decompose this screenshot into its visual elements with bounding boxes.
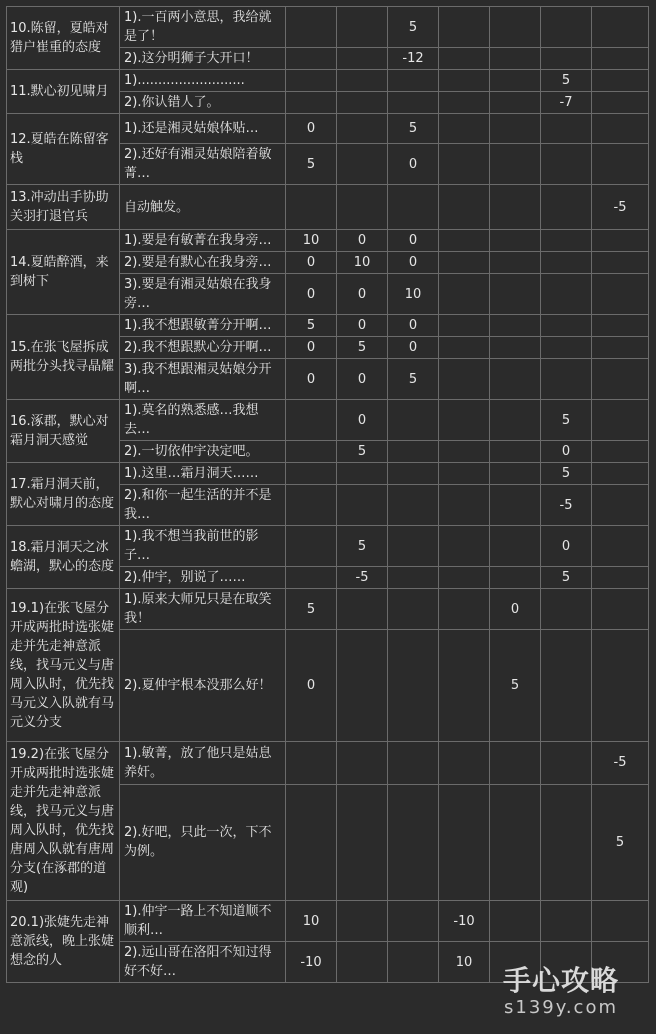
value-cell — [388, 784, 439, 900]
value-cell — [286, 400, 337, 441]
value-cell — [541, 144, 592, 185]
value-cell: 5 — [541, 463, 592, 485]
event-cell: 19.1)在张飞屋分开成两批时选张婕走并先走神意派线，找马元义与唐周入队时，优先找马元义入队就有马元义分支 — [7, 589, 120, 742]
value-cell — [592, 315, 649, 337]
value-cell — [592, 144, 649, 185]
value-cell — [592, 70, 649, 92]
option-cell: 1).原来大师兄只是在取笑我！ — [120, 589, 286, 630]
option-cell: 3).我不想跟湘灵姑娘分开啊… — [120, 359, 286, 400]
value-cell — [388, 901, 439, 942]
value-cell — [337, 784, 388, 900]
value-cell: -12 — [388, 48, 439, 70]
value-cell — [439, 252, 490, 274]
value-cell: 0 — [388, 230, 439, 252]
value-cell — [337, 630, 388, 742]
option-cell: 2).还好有湘灵姑娘陪着敏菁… — [120, 144, 286, 185]
value-cell — [490, 315, 541, 337]
affinity-table — [6, 6, 649, 983]
value-cell — [337, 114, 388, 144]
value-cell — [490, 7, 541, 48]
option-cell: 2).你认错人了。 — [120, 92, 286, 114]
value-cell — [337, 144, 388, 185]
value-cell — [541, 742, 592, 785]
value-cell — [286, 92, 337, 114]
value-cell — [490, 567, 541, 589]
value-cell — [592, 589, 649, 630]
value-cell: 0 — [286, 114, 337, 144]
value-cell — [388, 463, 439, 485]
table-row — [7, 7, 649, 48]
value-cell — [490, 48, 541, 70]
value-cell — [592, 441, 649, 463]
value-cell — [286, 742, 337, 785]
value-cell: 0 — [388, 144, 439, 185]
value-cell: 5 — [286, 589, 337, 630]
option-cell: 1).还是湘灵姑娘体贴… — [120, 114, 286, 144]
value-cell — [337, 942, 388, 983]
value-cell — [337, 92, 388, 114]
value-cell — [439, 114, 490, 144]
value-cell — [337, 7, 388, 48]
value-cell — [541, 337, 592, 359]
option-cell: 2).夏仲宇根本没那么好！ — [120, 630, 286, 742]
value-cell: 10 — [286, 230, 337, 252]
value-cell — [490, 230, 541, 252]
value-cell — [541, 7, 592, 48]
value-cell — [388, 92, 439, 114]
value-cell — [439, 315, 490, 337]
value-cell — [541, 630, 592, 742]
value-cell — [439, 185, 490, 230]
value-cell — [541, 185, 592, 230]
value-cell — [592, 400, 649, 441]
value-cell — [286, 567, 337, 589]
event-cell: 12.夏皓在陈留客栈 — [7, 114, 120, 185]
value-cell — [439, 92, 490, 114]
value-cell — [490, 359, 541, 400]
value-cell — [439, 359, 490, 400]
value-cell — [490, 114, 541, 144]
option-cell: 2).这分明狮子大开口！ — [120, 48, 286, 70]
value-cell — [286, 441, 337, 463]
value-cell — [388, 630, 439, 742]
value-cell — [592, 567, 649, 589]
value-cell — [439, 630, 490, 742]
value-cell — [490, 463, 541, 485]
option-cell: 3).要是有湘灵姑娘在我身旁… — [120, 274, 286, 315]
value-cell: 5 — [337, 441, 388, 463]
value-cell — [337, 742, 388, 785]
table-row — [7, 315, 649, 337]
watermark-title: 手心攻略 — [502, 964, 619, 997]
value-cell: 10 — [388, 274, 439, 315]
value-cell: -10 — [286, 942, 337, 983]
table-row — [7, 230, 649, 252]
value-cell — [490, 526, 541, 567]
value-cell — [439, 337, 490, 359]
value-cell — [388, 567, 439, 589]
value-cell — [439, 144, 490, 185]
value-cell: 5 — [541, 400, 592, 441]
table-row — [7, 400, 649, 441]
value-cell: 10 — [286, 901, 337, 942]
value-cell: 5 — [541, 567, 592, 589]
value-cell: 0 — [286, 337, 337, 359]
watermark-url: s139y.com — [504, 997, 618, 1018]
value-cell — [592, 337, 649, 359]
value-cell — [388, 485, 439, 526]
value-cell: 0 — [490, 589, 541, 630]
value-cell — [337, 463, 388, 485]
value-cell — [592, 630, 649, 742]
table-row — [7, 589, 649, 630]
table-row — [7, 463, 649, 485]
value-cell — [439, 441, 490, 463]
option-cell: 2).要是有默心在我身旁… — [120, 252, 286, 274]
value-cell — [439, 526, 490, 567]
value-cell: 0 — [337, 274, 388, 315]
value-cell: 0 — [337, 315, 388, 337]
value-cell: -5 — [592, 185, 649, 230]
value-cell — [541, 274, 592, 315]
value-cell — [337, 185, 388, 230]
value-cell — [439, 400, 490, 441]
value-cell: 0 — [286, 252, 337, 274]
event-cell: 20.1)张婕先走神意派线，晚上张婕想念的人 — [7, 901, 120, 983]
value-cell: -5 — [337, 567, 388, 589]
event-cell: 11.默心初见啸月 — [7, 70, 120, 114]
option-cell: 1).仲宇一路上不知道顺不顺利… — [120, 901, 286, 942]
table-row — [7, 901, 649, 942]
option-cell: 2).一切依仲宇决定吧。 — [120, 441, 286, 463]
value-cell: 5 — [388, 114, 439, 144]
event-cell: 13.冲动出手协助关羽打退官兵 — [7, 185, 120, 230]
value-cell — [439, 742, 490, 785]
option-cell: 1).敏菁，放了他只是姑息养奸。 — [120, 742, 286, 785]
value-cell — [490, 337, 541, 359]
value-cell — [286, 7, 337, 48]
value-cell — [388, 526, 439, 567]
value-cell — [388, 441, 439, 463]
option-cell: 1).我不想当我前世的影子… — [120, 526, 286, 567]
value-cell — [439, 784, 490, 900]
value-cell: -5 — [592, 742, 649, 785]
event-cell: 18.霜月洞天之冰蟾湖，默心的态度 — [7, 526, 120, 589]
value-cell: 10 — [337, 252, 388, 274]
value-cell — [286, 485, 337, 526]
option-cell: 1).要是有敏菁在我身旁… — [120, 230, 286, 252]
value-cell — [439, 70, 490, 92]
value-cell — [439, 48, 490, 70]
value-cell: 5 — [388, 7, 439, 48]
value-cell — [541, 315, 592, 337]
option-cell: 2).和你一起生活的并不是我… — [120, 485, 286, 526]
value-cell — [337, 901, 388, 942]
value-cell — [592, 7, 649, 48]
value-cell — [490, 784, 541, 900]
value-cell — [490, 485, 541, 526]
table-body — [7, 7, 649, 983]
option-cell: 1).......................... — [120, 70, 286, 92]
value-cell — [439, 567, 490, 589]
event-cell: 14.夏皓醉酒，来到树下 — [7, 230, 120, 315]
value-cell — [337, 485, 388, 526]
value-cell: 5 — [337, 337, 388, 359]
table-row — [7, 114, 649, 144]
value-cell — [541, 252, 592, 274]
option-cell: 1).这里…霜月洞天…… — [120, 463, 286, 485]
value-cell — [592, 901, 649, 942]
event-cell: 10.陈留，夏皓对猎户崔重的态度 — [7, 7, 120, 70]
value-cell — [388, 70, 439, 92]
value-cell: 0 — [388, 337, 439, 359]
value-cell — [490, 742, 541, 785]
value-cell: 0 — [337, 230, 388, 252]
value-cell: 0 — [286, 274, 337, 315]
option-cell: 2).我不想跟默心分开啊… — [120, 337, 286, 359]
value-cell — [490, 92, 541, 114]
value-cell — [337, 70, 388, 92]
value-cell — [592, 48, 649, 70]
value-cell — [592, 92, 649, 114]
table-row — [7, 70, 649, 92]
value-cell — [286, 463, 337, 485]
option-cell: 1).莫名的熟悉感…我想去… — [120, 400, 286, 441]
table-row — [7, 526, 649, 567]
value-cell: 5 — [286, 315, 337, 337]
value-cell: 0 — [337, 400, 388, 441]
value-cell — [439, 7, 490, 48]
value-cell: 0 — [388, 252, 439, 274]
value-cell — [337, 589, 388, 630]
event-cell: 15.在张飞屋拆成两批分头找寻晶耀 — [7, 315, 120, 400]
value-cell: 5 — [286, 144, 337, 185]
event-cell: 17.霜月洞天前，默心对啸月的态度 — [7, 463, 120, 526]
value-cell — [592, 252, 649, 274]
value-cell: 0 — [541, 526, 592, 567]
value-cell — [490, 441, 541, 463]
option-cell: 1).一百两小意思，我给就是了！ — [120, 7, 286, 48]
value-cell — [388, 742, 439, 785]
value-cell — [541, 359, 592, 400]
value-cell — [541, 901, 592, 942]
value-cell — [286, 185, 337, 230]
value-cell — [490, 274, 541, 315]
table-row — [7, 742, 649, 785]
value-cell — [592, 114, 649, 144]
value-cell — [541, 230, 592, 252]
option-cell: 自动触发。 — [120, 185, 286, 230]
value-cell: 0 — [388, 315, 439, 337]
value-cell — [490, 185, 541, 230]
value-cell — [541, 114, 592, 144]
value-cell — [592, 526, 649, 567]
option-cell: 2).好吧，只此一次，下不为例。 — [120, 784, 286, 900]
option-cell: 1).我不想跟敏菁分开啊… — [120, 315, 286, 337]
value-cell: 5 — [490, 630, 541, 742]
value-cell: 0 — [286, 359, 337, 400]
value-cell — [490, 901, 541, 942]
value-cell: 5 — [541, 70, 592, 92]
table-row — [7, 185, 649, 230]
value-cell — [490, 144, 541, 185]
value-cell: -7 — [541, 92, 592, 114]
value-cell — [592, 463, 649, 485]
value-cell — [439, 274, 490, 315]
watermark-logo — [476, 964, 646, 1028]
value-cell — [439, 230, 490, 252]
value-cell — [541, 48, 592, 70]
value-cell — [490, 70, 541, 92]
value-cell — [592, 230, 649, 252]
value-cell — [286, 784, 337, 900]
value-cell: 0 — [541, 441, 592, 463]
value-cell — [439, 485, 490, 526]
value-cell — [490, 252, 541, 274]
value-cell: 5 — [592, 784, 649, 900]
value-cell — [286, 48, 337, 70]
value-cell — [388, 185, 439, 230]
option-cell: 2).仲宇，别说了…… — [120, 567, 286, 589]
value-cell: 10 — [439, 942, 490, 983]
value-cell — [490, 400, 541, 441]
value-cell — [388, 589, 439, 630]
event-cell: 19.2)在张飞屋分开成两批时选张婕走并先走神意派线，找马元义与唐周入队时，优先找唐周入队就有唐周分支(在涿郡的道观) — [7, 742, 120, 901]
value-cell: 0 — [337, 359, 388, 400]
value-cell — [592, 359, 649, 400]
value-cell — [286, 70, 337, 92]
value-cell: -5 — [541, 485, 592, 526]
value-cell — [541, 784, 592, 900]
value-cell: 5 — [388, 359, 439, 400]
value-cell — [439, 463, 490, 485]
value-cell — [286, 526, 337, 567]
value-cell: 5 — [337, 526, 388, 567]
option-cell: 2).远山哥在洛阳不知过得好不好… — [120, 942, 286, 983]
event-cell: 16.涿郡，默心对霜月洞天感觉 — [7, 400, 120, 463]
value-cell — [592, 485, 649, 526]
value-cell — [592, 274, 649, 315]
value-cell: -10 — [439, 901, 490, 942]
value-cell — [388, 400, 439, 441]
value-cell — [388, 942, 439, 983]
value-cell — [541, 589, 592, 630]
value-cell: 0 — [286, 630, 337, 742]
value-cell — [337, 48, 388, 70]
value-cell — [439, 589, 490, 630]
